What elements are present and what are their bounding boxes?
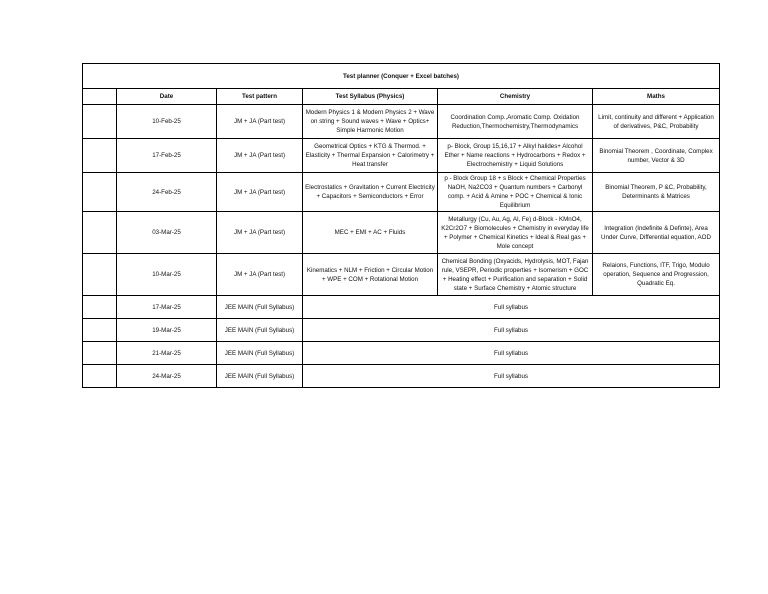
table-row: [83, 296, 720, 319]
header-maths: Maths: [593, 89, 720, 105]
header-test-pattern: Test pattern: [217, 89, 303, 105]
date-cell: 19-Mar-25: [117, 319, 217, 342]
row-blank-cell: [83, 296, 117, 319]
physics-cell: Electrostatics + Gravitation + Current Electricity + Capacitors + Semiconductors + Error: [303, 173, 438, 212]
table-row: [83, 105, 720, 139]
chemistry-cell: Coordination Comp.,Aromatic Comp. Oxidation Reduction,Thermochemistry,Thermodynamics: [438, 105, 593, 139]
full-syllabus-cell: Full syllabus: [303, 365, 720, 388]
pattern-cell: JEE MAIN (Full Syllabus): [217, 296, 303, 319]
row-blank-cell: [83, 212, 117, 254]
pattern-cell: JEE MAIN (Full Syllabus): [217, 342, 303, 365]
table-row: [83, 212, 720, 254]
test-planner-table: [82, 63, 720, 388]
table-row: [83, 254, 720, 296]
pattern-cell: JEE MAIN (Full Syllabus): [217, 319, 303, 342]
physics-cell: Kinematics + NLM + Friction + Circular Motion + WPE + COM + Rotational Motion: [303, 254, 438, 296]
physics-cell: Modern Physics 1 & Modern Physics 2 + Wave on string + Sound waves + Wave + Optics+ Simple Harmonic Motion: [303, 105, 438, 139]
full-syllabus-cell: Full syllabus: [303, 319, 720, 342]
table-row: [83, 319, 720, 342]
table-row: [83, 365, 720, 388]
row-blank-cell: [83, 173, 117, 212]
title-row: [83, 64, 720, 89]
row-blank-cell: [83, 319, 117, 342]
date-cell: 03-Mar-25: [117, 212, 217, 254]
date-cell: 17-Mar-25: [117, 296, 217, 319]
header-physics: Test Syllabus (Physics): [303, 89, 438, 105]
header-chemistry: Chemistry: [438, 89, 593, 105]
pattern-cell: JEE MAIN (Full Syllabus): [217, 365, 303, 388]
table-row: [83, 139, 720, 173]
pattern-cell: JM + JA (Part test): [217, 173, 303, 212]
physics-cell: Geometrical Optics + KTG & Thermod. + Elasticity + Thermal Expansion + Calorimetry + Heat transfer: [303, 139, 438, 173]
row-blank-cell: [83, 342, 117, 365]
table-row: [83, 173, 720, 212]
header-blank-cell: [83, 89, 117, 105]
chemistry-cell: p- Block, Group 15,16,17 + Alkyl halides+ Alcohol Ether + Name reactions + Hydrocarbons + Redox + Electrochemistry + Liquid Solutions: [438, 139, 593, 173]
row-blank-cell: [83, 254, 117, 296]
physics-cell: MEC + EMI + AC + Fluids: [303, 212, 438, 254]
pattern-cell: JM + JA (Part test): [217, 254, 303, 296]
date-cell: 10-Feb-25: [117, 105, 217, 139]
chemistry-cell: p - Block Group 18 + s Block + Chemical Properties NaOH, Na2CO3 + Quantum numbers + Carbonyl comp. + Acid & Amine + POC + Chemical & Ionic Equilibrium: [438, 173, 593, 212]
page-title: Test planner (Conquer + Excel batches): [83, 64, 720, 89]
date-cell: 17-Feb-25: [117, 139, 217, 173]
header-row: [83, 89, 720, 105]
full-syllabus-cell: Full syllabus: [303, 342, 720, 365]
chemistry-cell: Chemical Bonding (Oxyacids, Hydrolysis, MOT, Fajan rule, VSEPR, Periodic properties + Isomerism + GOC + Heating effect + Purification and separation + Solid state + Surface Chemistry + Atomic structure: [438, 254, 593, 296]
date-cell: 24-Mar-25: [117, 365, 217, 388]
maths-cell: Limit, continuity and different + Application of derivatives, P&C, Probability: [593, 105, 720, 139]
pattern-cell: JM + JA (Part test): [217, 139, 303, 173]
date-cell: 21-Mar-25: [117, 342, 217, 365]
full-syllabus-cell: Full syllabus: [303, 296, 720, 319]
maths-cell: Binomial Theorem, P &C, Probability, Determinants & Matrices: [593, 173, 720, 212]
pattern-cell: JM + JA (Part test): [217, 105, 303, 139]
maths-cell: Relaions, Functions, ITF, Trigo, Modulo operation, Sequence and Progression, Quadratic Eq.: [593, 254, 720, 296]
header-date: Date: [117, 89, 217, 105]
date-cell: 24-Feb-25: [117, 173, 217, 212]
maths-cell: Integration (Indefinite & Definte), Area Under Curve, Differential equation, AOD: [593, 212, 720, 254]
chemistry-cell: Metallurgy (Cu, Au, Ag, Al, Fe) d-Block - KMnO4, K2Cr2O7 + Biomolecules + Chemistry in everyday life + Polymer + Chemical Kinetics + Ideal & Real gas + Mole concept: [438, 212, 593, 254]
test-planner-sheet: [82, 63, 719, 388]
row-blank-cell: [83, 139, 117, 173]
maths-cell: Binomial Theorem , Coordinate, Complex number, Vector & 3D: [593, 139, 720, 173]
table-row: [83, 342, 720, 365]
row-blank-cell: [83, 365, 117, 388]
pattern-cell: JM + JA (Part test): [217, 212, 303, 254]
date-cell: 10-Mar-25: [117, 254, 217, 296]
row-blank-cell: [83, 105, 117, 139]
